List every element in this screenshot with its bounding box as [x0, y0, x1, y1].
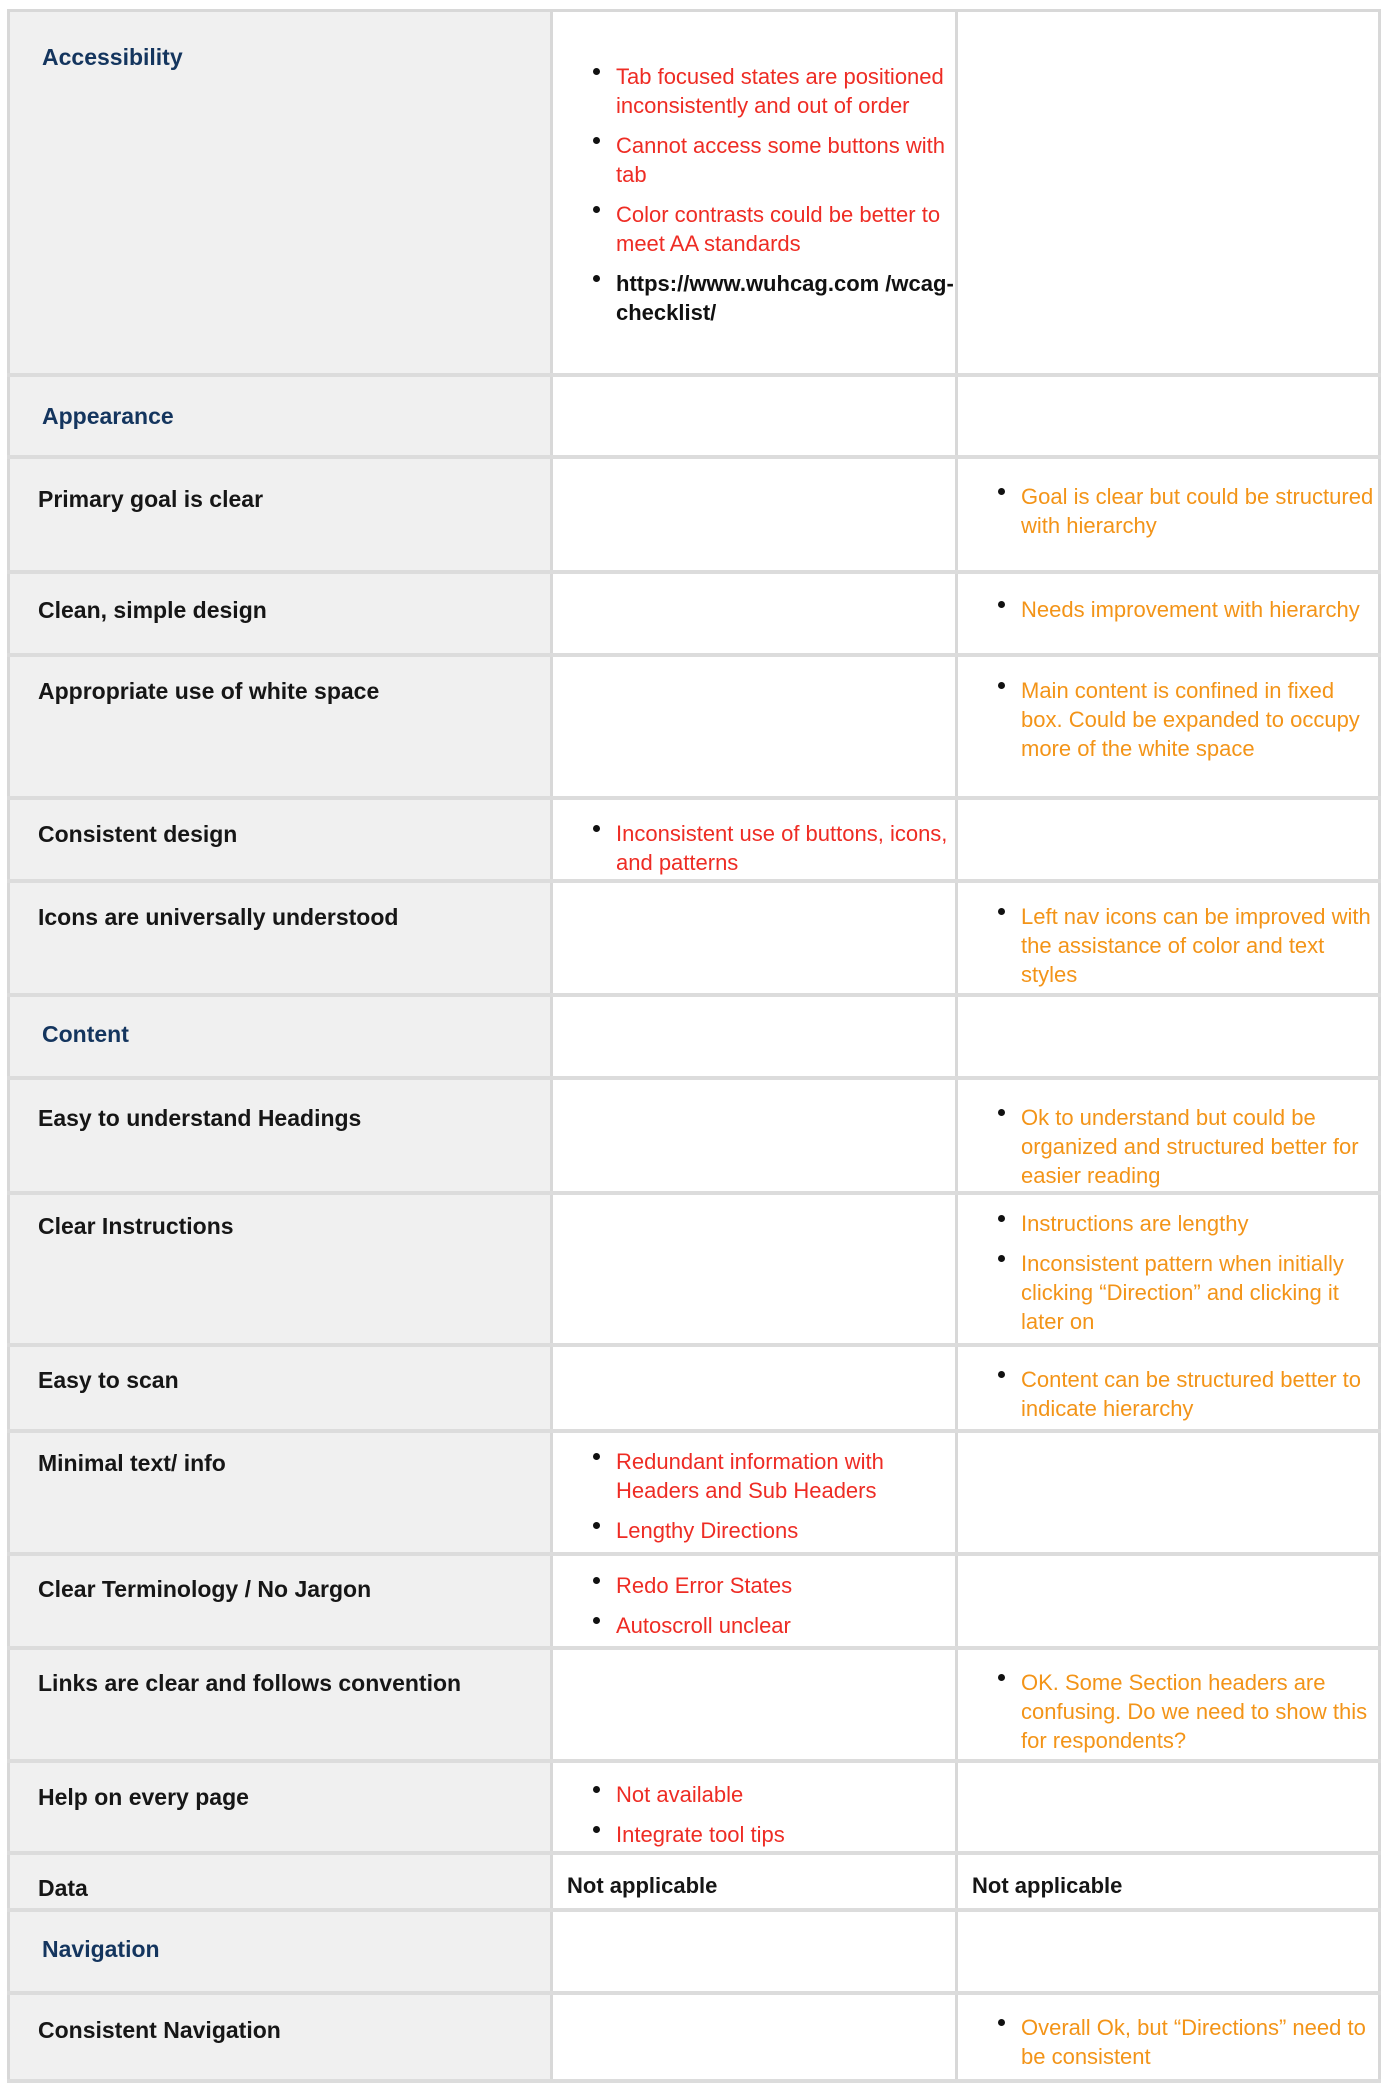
- criteria-row: [7, 1347, 1381, 1433]
- comment-item: OK. Some Section headers are confusing. Do we need to show this for respondents?: [968, 1668, 1378, 1755]
- criteria-row: [7, 1995, 1381, 2083]
- criteria-label: Appropriate use of white space: [38, 678, 380, 704]
- issues-cell: [553, 1080, 958, 1191]
- suggestions-cell: [958, 1912, 1381, 1991]
- comment-item: Autoscroll unclear: [563, 1611, 955, 1640]
- plain-value: Not applicable: [972, 1873, 1123, 1898]
- comment-list: [968, 595, 1378, 624]
- issues-cell: [553, 657, 958, 796]
- criteria-cell: [7, 1912, 553, 1991]
- comment-item: https://www.wuhcag.com /wcag-checklist/: [563, 269, 955, 327]
- section-heading: Content: [42, 1021, 129, 1047]
- criteria-label: Links are clear and follows convention: [38, 1670, 462, 1696]
- criteria-cell: [7, 1650, 553, 1759]
- suggestions-cell: [958, 1347, 1381, 1429]
- suggestions-cell: [958, 1763, 1381, 1851]
- issues-cell: [553, 574, 958, 653]
- suggestions-cell: [958, 1433, 1381, 1552]
- suggestions-cell: [958, 800, 1381, 879]
- criteria-label: Clear Terminology / No Jargon: [38, 1576, 372, 1602]
- criteria-label: Primary goal is clear: [38, 486, 264, 512]
- suggestions-cell: [958, 1195, 1381, 1343]
- comment-list: [968, 676, 1378, 763]
- suggestions-cell: [958, 997, 1381, 1076]
- criteria-cell: [7, 657, 553, 796]
- comment-list: [968, 2013, 1378, 2071]
- comment-item: Overall Ok, but “Directions” need to be consistent: [968, 2013, 1378, 2071]
- criteria-row: [7, 1080, 1381, 1195]
- section-row: [7, 1912, 1381, 1995]
- criteria-label: Consistent Navigation: [38, 2017, 281, 2043]
- criteria-row: [7, 1433, 1381, 1556]
- suggestions-cell: [958, 1995, 1381, 2079]
- suggestions-cell: [958, 574, 1381, 653]
- criteria-label: Clear Instructions: [38, 1213, 234, 1239]
- criteria-label: Consistent design: [38, 821, 238, 847]
- issues-cell: [553, 883, 958, 993]
- criteria-cell: [7, 1855, 553, 1908]
- comment-list: [563, 1447, 955, 1545]
- issues-cell: [553, 377, 958, 455]
- suggestions-cell: [958, 377, 1381, 455]
- comment-list: [563, 1571, 955, 1640]
- issues-cell: [553, 1195, 958, 1343]
- criteria-cell: [7, 1995, 553, 2079]
- criteria-label: Easy to scan: [38, 1367, 179, 1393]
- criteria-cell: [7, 574, 553, 653]
- issues-cell: [553, 1556, 958, 1646]
- suggestions-cell: [958, 883, 1381, 993]
- comment-item: Integrate tool tips: [563, 1820, 955, 1849]
- suggestions-cell: [958, 12, 1381, 373]
- issues-cell: [553, 1650, 958, 1759]
- comment-item: Redo Error States: [563, 1571, 955, 1600]
- section-heading: Navigation: [42, 1936, 160, 1962]
- criteria-cell: [7, 1556, 553, 1646]
- comment-list: [968, 902, 1378, 989]
- comment-item: Main content is confined in fixed box. Could be expanded to occupy more of the white space: [968, 676, 1378, 763]
- suggestions-cell: [958, 1080, 1381, 1191]
- criteria-label: Easy to understand Headings: [38, 1105, 362, 1131]
- suggestions-cell: [958, 459, 1381, 570]
- comment-list: [563, 1780, 955, 1849]
- suggestions-cell: [958, 1855, 1381, 1908]
- criteria-label: Minimal text/ info: [38, 1450, 226, 1476]
- section-heading: Accessibility: [42, 44, 183, 70]
- comment-item: Cannot access some buttons with tab: [563, 131, 955, 189]
- issues-cell: [553, 997, 958, 1076]
- criteria-cell: [7, 883, 553, 993]
- suggestions-cell: [958, 1650, 1381, 1759]
- criteria-row: [7, 1855, 1381, 1912]
- comment-item: Lengthy Directions: [563, 1516, 955, 1545]
- suggestions-cell: [958, 657, 1381, 796]
- criteria-row: [7, 1195, 1381, 1347]
- criteria-label: Help on every page: [38, 1784, 249, 1810]
- section-row: [7, 997, 1381, 1080]
- comment-item: Goal is clear but could be structured with hierarchy: [968, 482, 1378, 540]
- criteria-cell: [7, 459, 553, 570]
- suggestions-cell: [958, 1556, 1381, 1646]
- comment-list: [563, 62, 955, 327]
- comment-item: Instructions are lengthy: [968, 1209, 1378, 1238]
- criteria-cell: [7, 1195, 553, 1343]
- criteria-cell: [7, 1080, 553, 1191]
- criteria-row: [7, 1556, 1381, 1650]
- issues-cell: [553, 800, 958, 879]
- comment-item: Inconsistent pattern when initially clicking “Direction” and clicking it later on: [968, 1249, 1378, 1336]
- criteria-row: [7, 459, 1381, 574]
- criteria-row: [7, 800, 1381, 883]
- comment-item: Inconsistent use of buttons, icons, and patterns: [563, 819, 955, 877]
- issues-cell: [553, 1347, 958, 1429]
- comment-item: Content can be structured better to indicate hierarchy: [968, 1365, 1378, 1423]
- criteria-row: [7, 574, 1381, 657]
- issues-cell: [553, 1855, 958, 1908]
- issues-cell: [553, 1995, 958, 2079]
- comment-item: Left nav icons can be improved with the assistance of color and text styles: [968, 902, 1378, 989]
- issues-cell: [553, 1763, 958, 1851]
- comment-list: [968, 1209, 1378, 1336]
- plain-value: Not applicable: [567, 1873, 718, 1898]
- heuristic-evaluation-table: [7, 9, 1381, 2083]
- comment-list: [968, 1365, 1378, 1423]
- comment-item: Not available: [563, 1780, 955, 1809]
- comment-list: [968, 482, 1378, 540]
- criteria-row: [7, 1650, 1381, 1763]
- issues-cell: [553, 459, 958, 570]
- criteria-row: [7, 883, 1381, 997]
- criteria-cell: [7, 800, 553, 879]
- comment-list: [563, 819, 955, 877]
- section-row: [7, 377, 1381, 459]
- issues-cell: [553, 1433, 958, 1552]
- criteria-row: [7, 657, 1381, 800]
- section-heading: Appearance: [42, 403, 174, 429]
- comment-item: Needs improvement with hierarchy: [968, 595, 1378, 624]
- criteria-label: Clean, simple design: [38, 597, 267, 623]
- criteria-cell: [7, 1763, 553, 1851]
- comment-item: Ok to understand but could be organized and structured better for easier reading: [968, 1103, 1378, 1190]
- criteria-cell: [7, 997, 553, 1076]
- criteria-cell: [7, 1433, 553, 1552]
- criteria-label: Icons are universally understood: [38, 904, 399, 930]
- comment-item: Redundant information with Headers and Sub Headers: [563, 1447, 955, 1505]
- comment-list: [968, 1668, 1378, 1755]
- section-row: [7, 12, 1381, 377]
- criteria-row: [7, 1763, 1381, 1855]
- criteria-label: Data: [38, 1875, 88, 1901]
- issues-cell: [553, 1912, 958, 1991]
- criteria-cell: [7, 1347, 553, 1429]
- criteria-cell: [7, 12, 553, 373]
- comment-item: Tab focused states are positioned inconsistently and out of order: [563, 62, 955, 120]
- comment-item: Color contrasts could be better to meet AA standards: [563, 200, 955, 258]
- criteria-cell: [7, 377, 553, 455]
- issues-cell: [553, 12, 958, 373]
- comment-list: [968, 1103, 1378, 1190]
